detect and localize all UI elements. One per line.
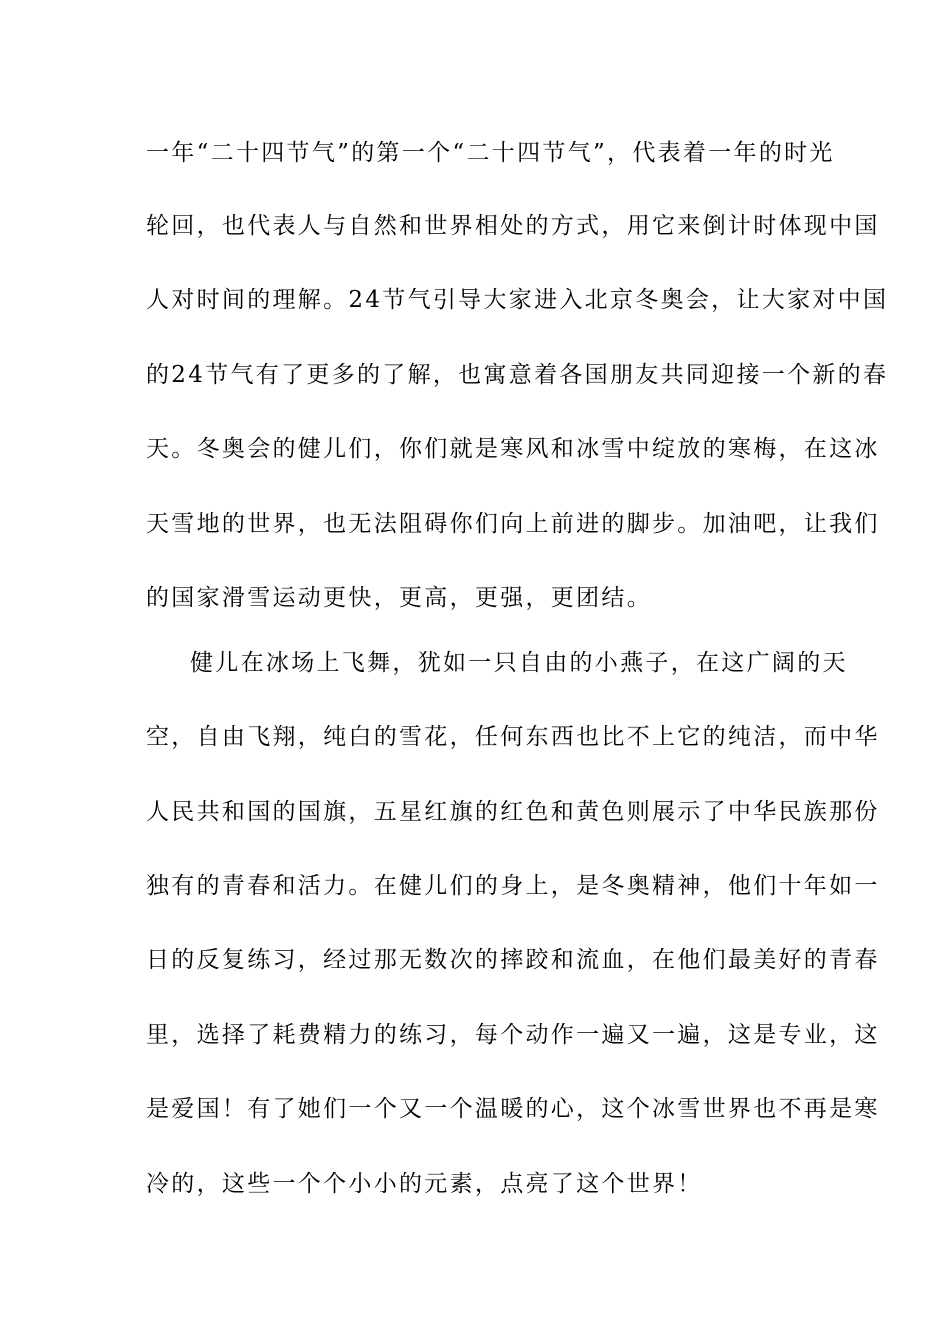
paragraph-line: 独有的青春和活力。在健儿们的身上，是冬奥精神，他们十年如一 bbox=[146, 873, 880, 899]
paragraph-line: 轮回，也代表人与自然和世界相处的方式，用它来倒计时体现中国 bbox=[146, 213, 880, 239]
paragraph-line: 的24节气有了更多的了解，也寓意着各国朋友共同迎接一个新的春 bbox=[146, 362, 889, 388]
paragraph-line: 健儿在冰场上飞舞，犹如一只自由的小燕子，在这广阔的天 bbox=[190, 650, 848, 676]
paragraph-line: 空，自由飞翔，纯白的雪花，任何东西也比不上它的纯洁，而中华 bbox=[146, 724, 880, 750]
paragraph-line: 日的反复练习，经过那无数次的摔跤和流血，在他们最美好的青春 bbox=[146, 947, 880, 973]
paragraph-line: 天雪地的世界，也无法阻碍你们向上前进的脚步。加油吧，让我们 bbox=[146, 511, 880, 537]
paragraph-line: 的国家滑雪运动更快，更高，更强，更团结。 bbox=[146, 585, 652, 611]
paragraph-line: 一年“二十四节气”的第一个“二十四节气”，代表着一年的时光 bbox=[146, 140, 835, 166]
paragraph-line: 天。冬奥会的健儿们，你们就是寒风和冰雪中绽放的寒梅，在这冰 bbox=[146, 436, 880, 462]
paragraph-line: 人对时间的理解。24节气引导大家进入北京冬奥会，让大家对中国 bbox=[146, 287, 889, 313]
paragraph-line: 是爱国！有了她们一个又一个温暖的心，这个冰雪世界也不再是寒 bbox=[146, 1096, 880, 1122]
paragraph-line: 人民共和国的国旗，五星红旗的红色和黄色则展示了中华民族那份 bbox=[146, 799, 880, 825]
paragraph-line: 冷的，这些一个个小小的元素，点亮了这个世界！ bbox=[146, 1171, 703, 1197]
paragraph-line: 里，选择了耗费精力的练习，每个动作一遍又一遍，这是专业，这 bbox=[146, 1022, 880, 1048]
